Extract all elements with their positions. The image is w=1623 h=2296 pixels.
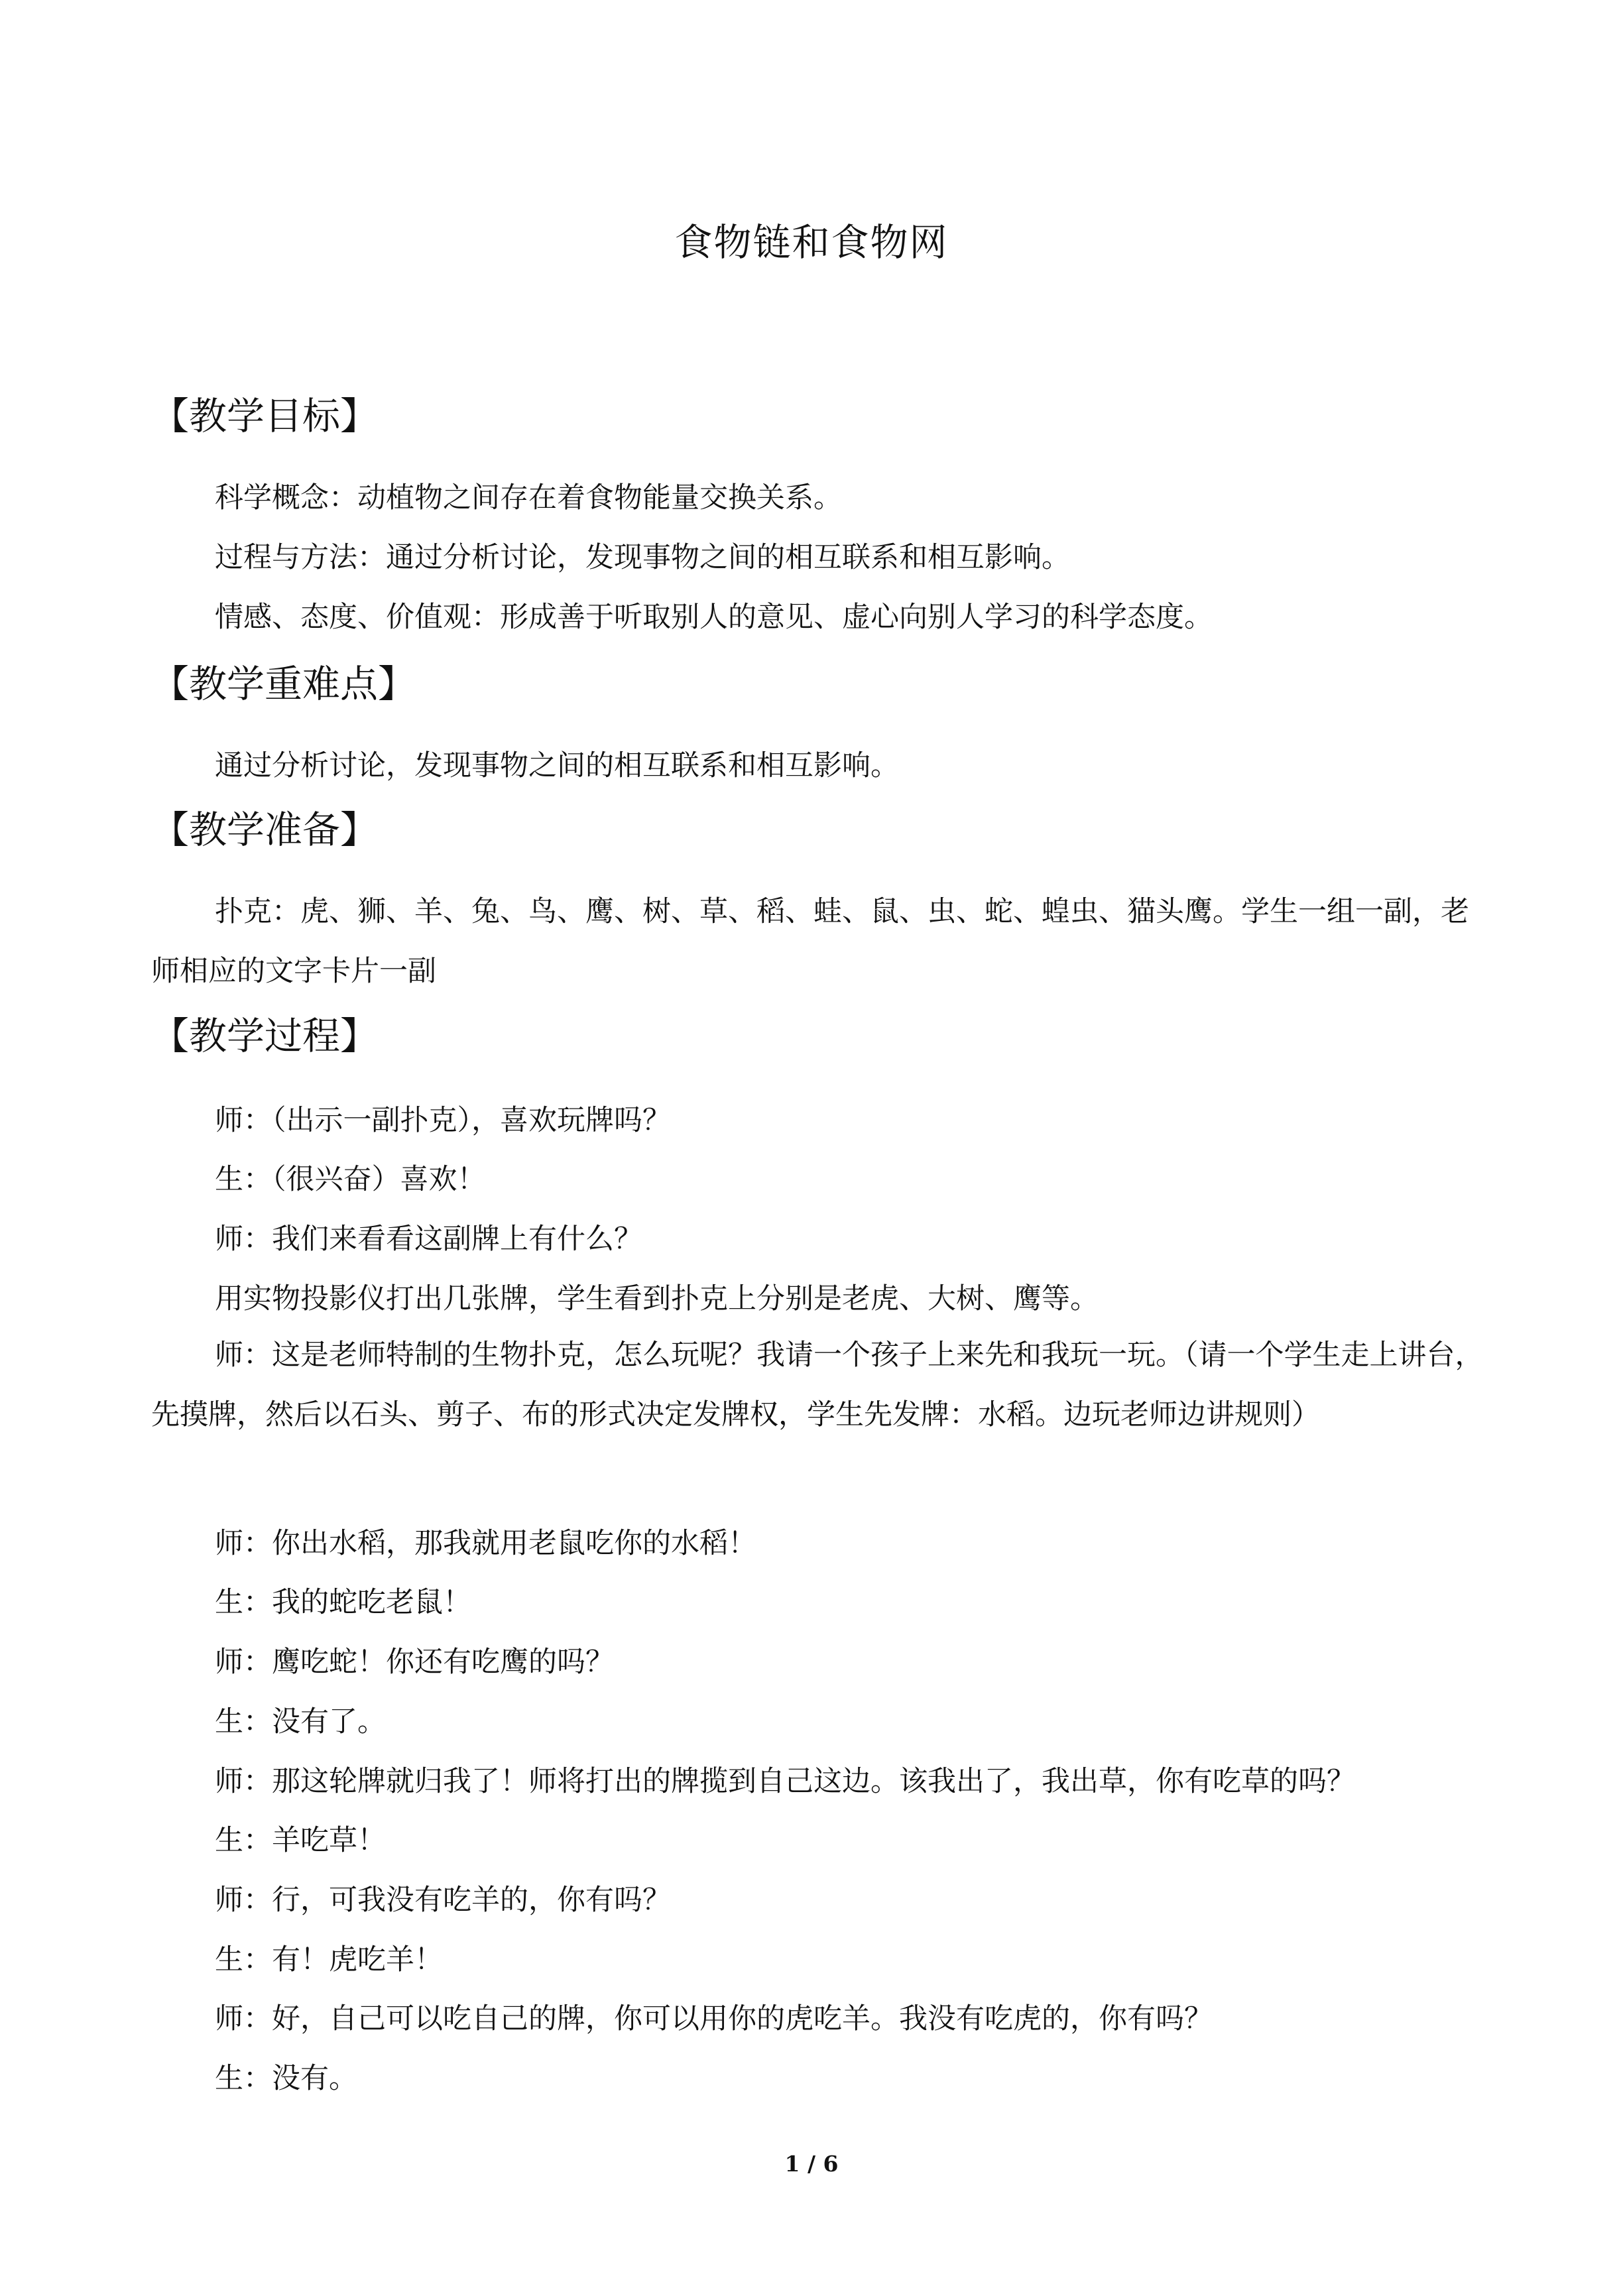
dialogue-line: 师：好，自己可以吃自己的牌，你可以用你的虎吃羊。我没有吃虎的，你有吗？ bbox=[215, 2002, 1213, 2035]
dialogue-line: 生：我的蛇吃老鼠！ bbox=[215, 1586, 471, 1619]
section-heading-key-points: 【教学重难点】 bbox=[151, 662, 416, 706]
dialogue-line: 师：鹰吃蛇！你还有吃鹰的吗？ bbox=[215, 1646, 614, 1679]
dialogue-line: 师：（出示一副扑克），喜欢玩牌吗？ bbox=[215, 1104, 671, 1137]
dialogue-line: 生：羊吃草！ bbox=[215, 1824, 386, 1857]
dialogue-line: 用实物投影仪打出几张牌，学生看到扑克上分别是老虎、大树、鹰等。 bbox=[215, 1282, 1099, 1315]
dialogue-line: 师：这是老师特制的生物扑克，怎么玩呢？我请一个孩子上来先和我玩一玩。（请一个学生走上讲台，先摸牌，然后以石头、剪子、布的形式决定发牌权，学生先发牌：水稻。边玩老师边讲规则） bbox=[151, 1339, 1484, 1431]
key-points-text: 通过分析讨论，发现事物之间的相互联系和相互影响。 bbox=[215, 749, 899, 782]
page-number: 1 / 6 bbox=[784, 2151, 839, 2177]
section-heading-objectives: 【教学目标】 bbox=[151, 394, 378, 438]
section-heading-process: 【教学过程】 bbox=[151, 1014, 378, 1058]
dialogue-line: 师：我们来看看这副牌上有什么？ bbox=[215, 1223, 642, 1256]
preparation-text: 扑克：虎、狮、羊、兔、鸟、鹰、树、草、稻、蛙、鼠、虫、蛇、蝗虫、猫头鹰。学生一组一副，老师相应的文字卡片一副 bbox=[151, 895, 1469, 988]
dialogue-line: 生：没有了。 bbox=[215, 1705, 386, 1738]
objective-concept: 科学概念：动植物之间存在着食物能量交换关系。 bbox=[215, 481, 842, 514]
objective-attitude: 情感、态度、价值观：形成善于听取别人的意见、虚心向别人学习的科学态度。 bbox=[215, 601, 1213, 634]
dialogue-line: 生：没有。 bbox=[215, 2062, 357, 2095]
dialogue-line: 师：那这轮牌就归我了！师将打出的牌揽到自己这边。该我出了，我出草，你有吃草的吗？ bbox=[215, 1765, 1355, 1798]
dialogue-line: 生：有！虎吃羊！ bbox=[215, 1943, 443, 1976]
document-title: 食物链和食物网 bbox=[674, 221, 949, 265]
section-heading-preparation: 【教学准备】 bbox=[151, 808, 378, 852]
objective-method: 过程与方法：通过分析讨论，发现事物之间的相互联系和相互影响。 bbox=[215, 541, 1070, 574]
dialogue-line: 生：（很兴奋）喜欢！ bbox=[215, 1163, 486, 1196]
dialogue-line: 师：行，可我没有吃羊的，你有吗？ bbox=[215, 1884, 671, 1917]
dialogue-line: 师：你出水稻，那我就用老鼠吃你的水稻！ bbox=[215, 1527, 756, 1560]
